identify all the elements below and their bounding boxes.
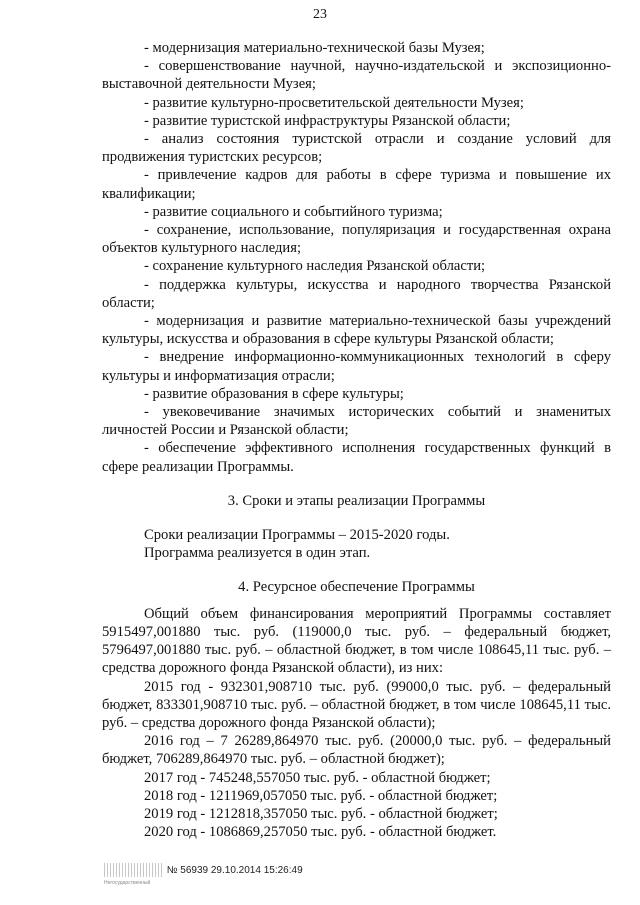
- section-3-period: Сроки реализации Программы – 2015-2020 годы.: [144, 527, 450, 544]
- section-4-heading: 4. Ресурсное обеспечение Программы: [238, 579, 475, 596]
- list-item: - развитие культурно-просветительской деятельности Музея;: [144, 94, 524, 111]
- section-4-intro: Общий объем финансирования мероприятий Программы составляет 5915497,001880 тыс. руб. (119000,0 тыс. руб. – федеральный бюджет, 5796497,001880 тыс. руб. – областной бюджет, в том числе 108645,11 тыс. руб. – средства дорожного фонда Рязанской области), из них:: [102, 605, 611, 677]
- list-item: - сохранение, использование, популяризация и государственная охрана объектов культурного наследия;: [102, 222, 611, 257]
- registration-stamp: [104, 862, 164, 886]
- year-funding-2015: 2015 год - 932301,908710 тыс. руб. (99000,0 тыс. руб. – федеральный бюджет, 833301,908710 тыс. руб. – областной бюджет, в том числе 108645,11 тыс. руб. – средства дорожного фонда Рязанской области);: [102, 678, 611, 731]
- document-registration-info: № 56939 29.10.2014 15:26:49: [166, 865, 303, 876]
- list-item: - анализ состояния туристской отрасли и создание условий для продвижения туристских ресурсов;: [102, 131, 611, 166]
- section-3-heading: 3. Сроки и этапы реализации Программы: [227, 492, 486, 509]
- list-item: - поддержка культуры, искусства и народного творчества Рязанской области;: [102, 276, 611, 311]
- list-item: - развитие образования в сфере культуры;: [144, 385, 404, 402]
- year-funding-2018: 2018 год - 1211969,057050 тыс. руб. - областной бюджет;: [144, 787, 498, 804]
- list-item: - обеспечение эффективного исполнения государственных функций в сфере реализации Программы.: [102, 440, 611, 475]
- list-item: - модернизация и развитие материально-технической базы учреждений культуры, искусства и образования в сфере культуры Рязанской области;: [102, 313, 611, 348]
- page-content: [102, 39, 611, 841]
- year-funding-2016: 2016 год – 7 26289,864970 тыс. руб. (20000,0 тыс. руб. – федеральный бюджет, 706289,864970 тыс. руб. – областной бюджет);: [102, 733, 611, 768]
- list-item: - сохранение культурного наследия Рязанской области;: [144, 258, 486, 275]
- goals-list: [102, 39, 611, 476]
- list-item: - увековечивание значимых исторических событий и знаменитых личностей России и Рязанской области;: [102, 404, 611, 439]
- list-item: - совершенствование научной, научно-издательской и экспозиционно-выставочной деятельности Музея;: [102, 58, 611, 93]
- year-funding-2019: 2019 год - 1212818,357050 тыс. руб. - областной бюджет;: [144, 805, 498, 822]
- list-item: - развитие туристской инфраструктуры Рязанской области;: [144, 112, 511, 129]
- section-3-stages: Программа реализуется в один этап.: [144, 545, 371, 562]
- list-item: - внедрение информационно-коммуникационных технологий в сферу культуры и информатизация отрасли;: [102, 349, 611, 384]
- list-item: - модернизация материально-технической базы Музея;: [144, 40, 485, 56]
- page-number: 23: [313, 7, 327, 22]
- stamp-label: Негосударственный: [104, 880, 151, 886]
- list-item: - привлечение кадров для работы в сфере туризма и повышение их квалификации;: [102, 167, 611, 202]
- year-funding-2020: 2020 год - 1086869,257050 тыс. руб. - областной бюджет.: [144, 824, 497, 841]
- year-funding-2017: 2017 год - 745248,557050 тыс. руб. - областной бюджет;: [144, 769, 491, 786]
- document-footer: [104, 862, 303, 886]
- list-item: - развитие социального и событийного туризма;: [144, 203, 443, 220]
